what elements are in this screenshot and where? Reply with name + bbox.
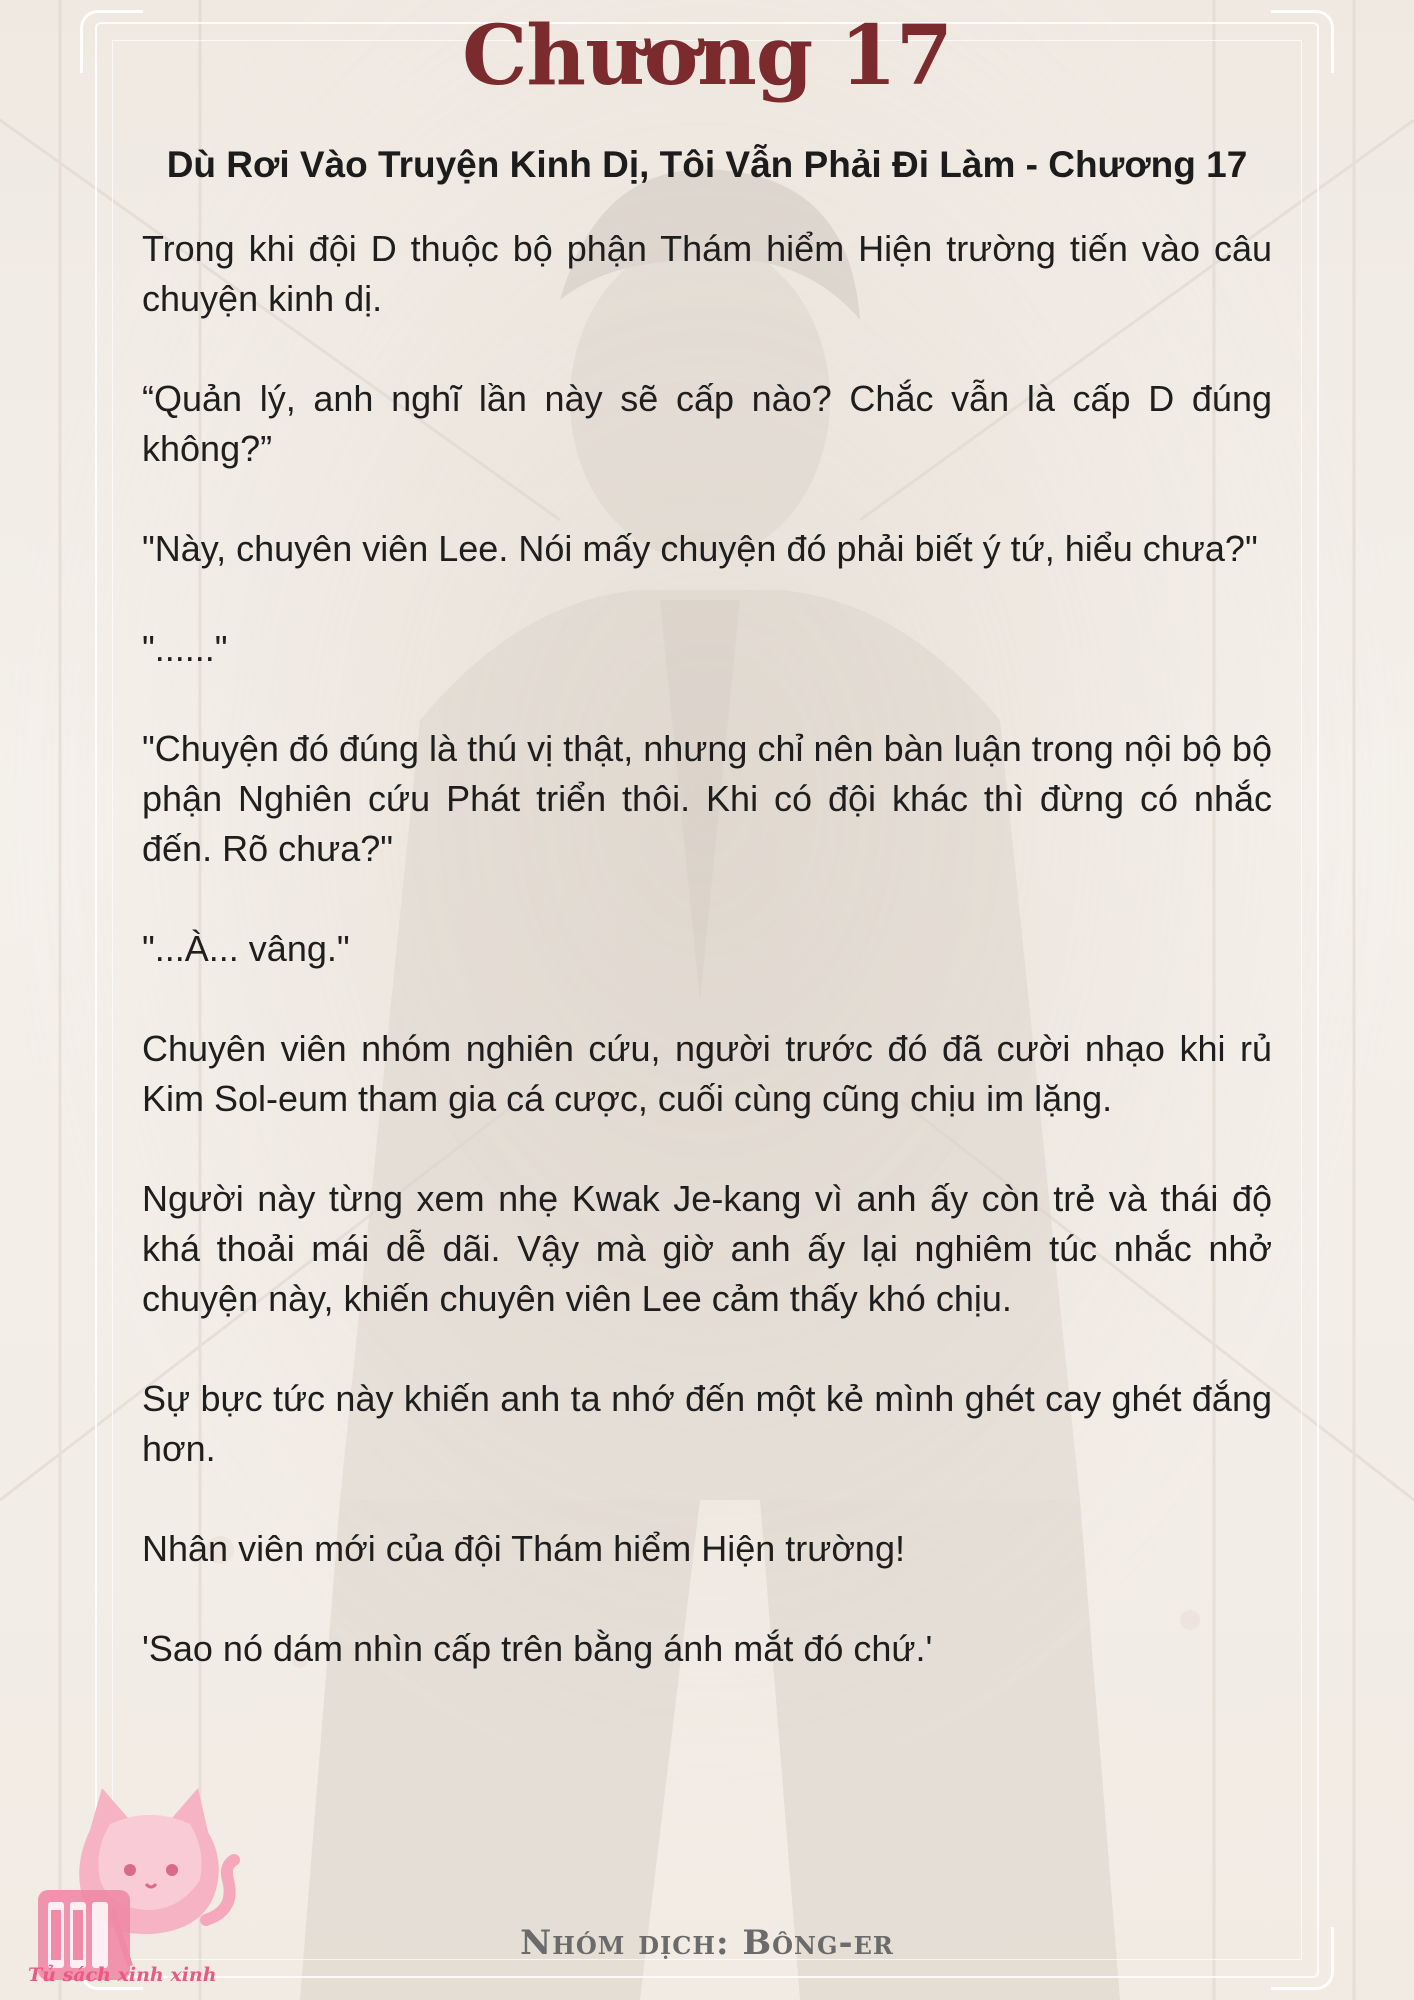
chapter-body [142,224,1272,1724]
paragraph: Sự bực tức này khiến anh ta nhớ đến một kẻ mình ghét cay ghét đắng hơn. [142,1378,1272,1469]
chapter-title: Chương 17 [462,8,952,104]
paragraph: “Quản lý, anh nghĩ lần này sẽ cấp nào? Chắc vẫn là cấp D đúng không?” [142,378,1272,469]
logo-text: Tủ sách xinh xinh [28,1964,217,1986]
paragraph: Chuyên viên nhóm nghiên cứu, người trước đó đã cười nhạo khi rủ Kim Sol-eum tham gia cá cược, cuối cùng cũng chịu im lặng. [142,1028,1272,1119]
story-subtitle: Dù Rơi Vào Truyện Kinh Dị, Tôi Vẫn Phải Đi Làm - Chương 17 [166,144,1248,185]
paragraph: "Này, chuyên viên Lee. Nói mấy chuyện đó phải biết ý tứ, hiểu chưa?" [142,528,1258,569]
paragraph: "......" [142,628,228,669]
paragraph: Nhân viên mới của đội Thám hiểm Hiện trường! [142,1528,905,1569]
paragraph: "Chuyện đó đúng là thú vị thật, nhưng chỉ nên bàn luận trong nội bộ bộ phận Nghiên cứu Phát triển thôi. Khi có đội khác thì đừng có nhắc đến. Rõ chưa?" [142,728,1272,869]
paragraph: Người này từng xem nhẹ Kwak Je-kang vì anh ấy còn trẻ và thái độ khá thoải mái dễ dãi. Vậy mà giờ anh ấy lại nghiêm túc nhắc nhở chuyện này, khiến chuyên viên Lee cảm thấy khó chịu. [142,1178,1272,1319]
translator-credit: Nhóm dịch: Bông-er [520,1923,894,1963]
paragraph: Trong khi đội D thuộc bộ phận Thám hiểm Hiện trường tiến vào câu chuyện kinh dị. [142,228,1272,319]
paragraph: 'Sao nó dám nhìn cấp trên bằng ánh mắt đó chứ.' [142,1628,933,1669]
paragraph: "...À... vâng." [142,928,350,969]
